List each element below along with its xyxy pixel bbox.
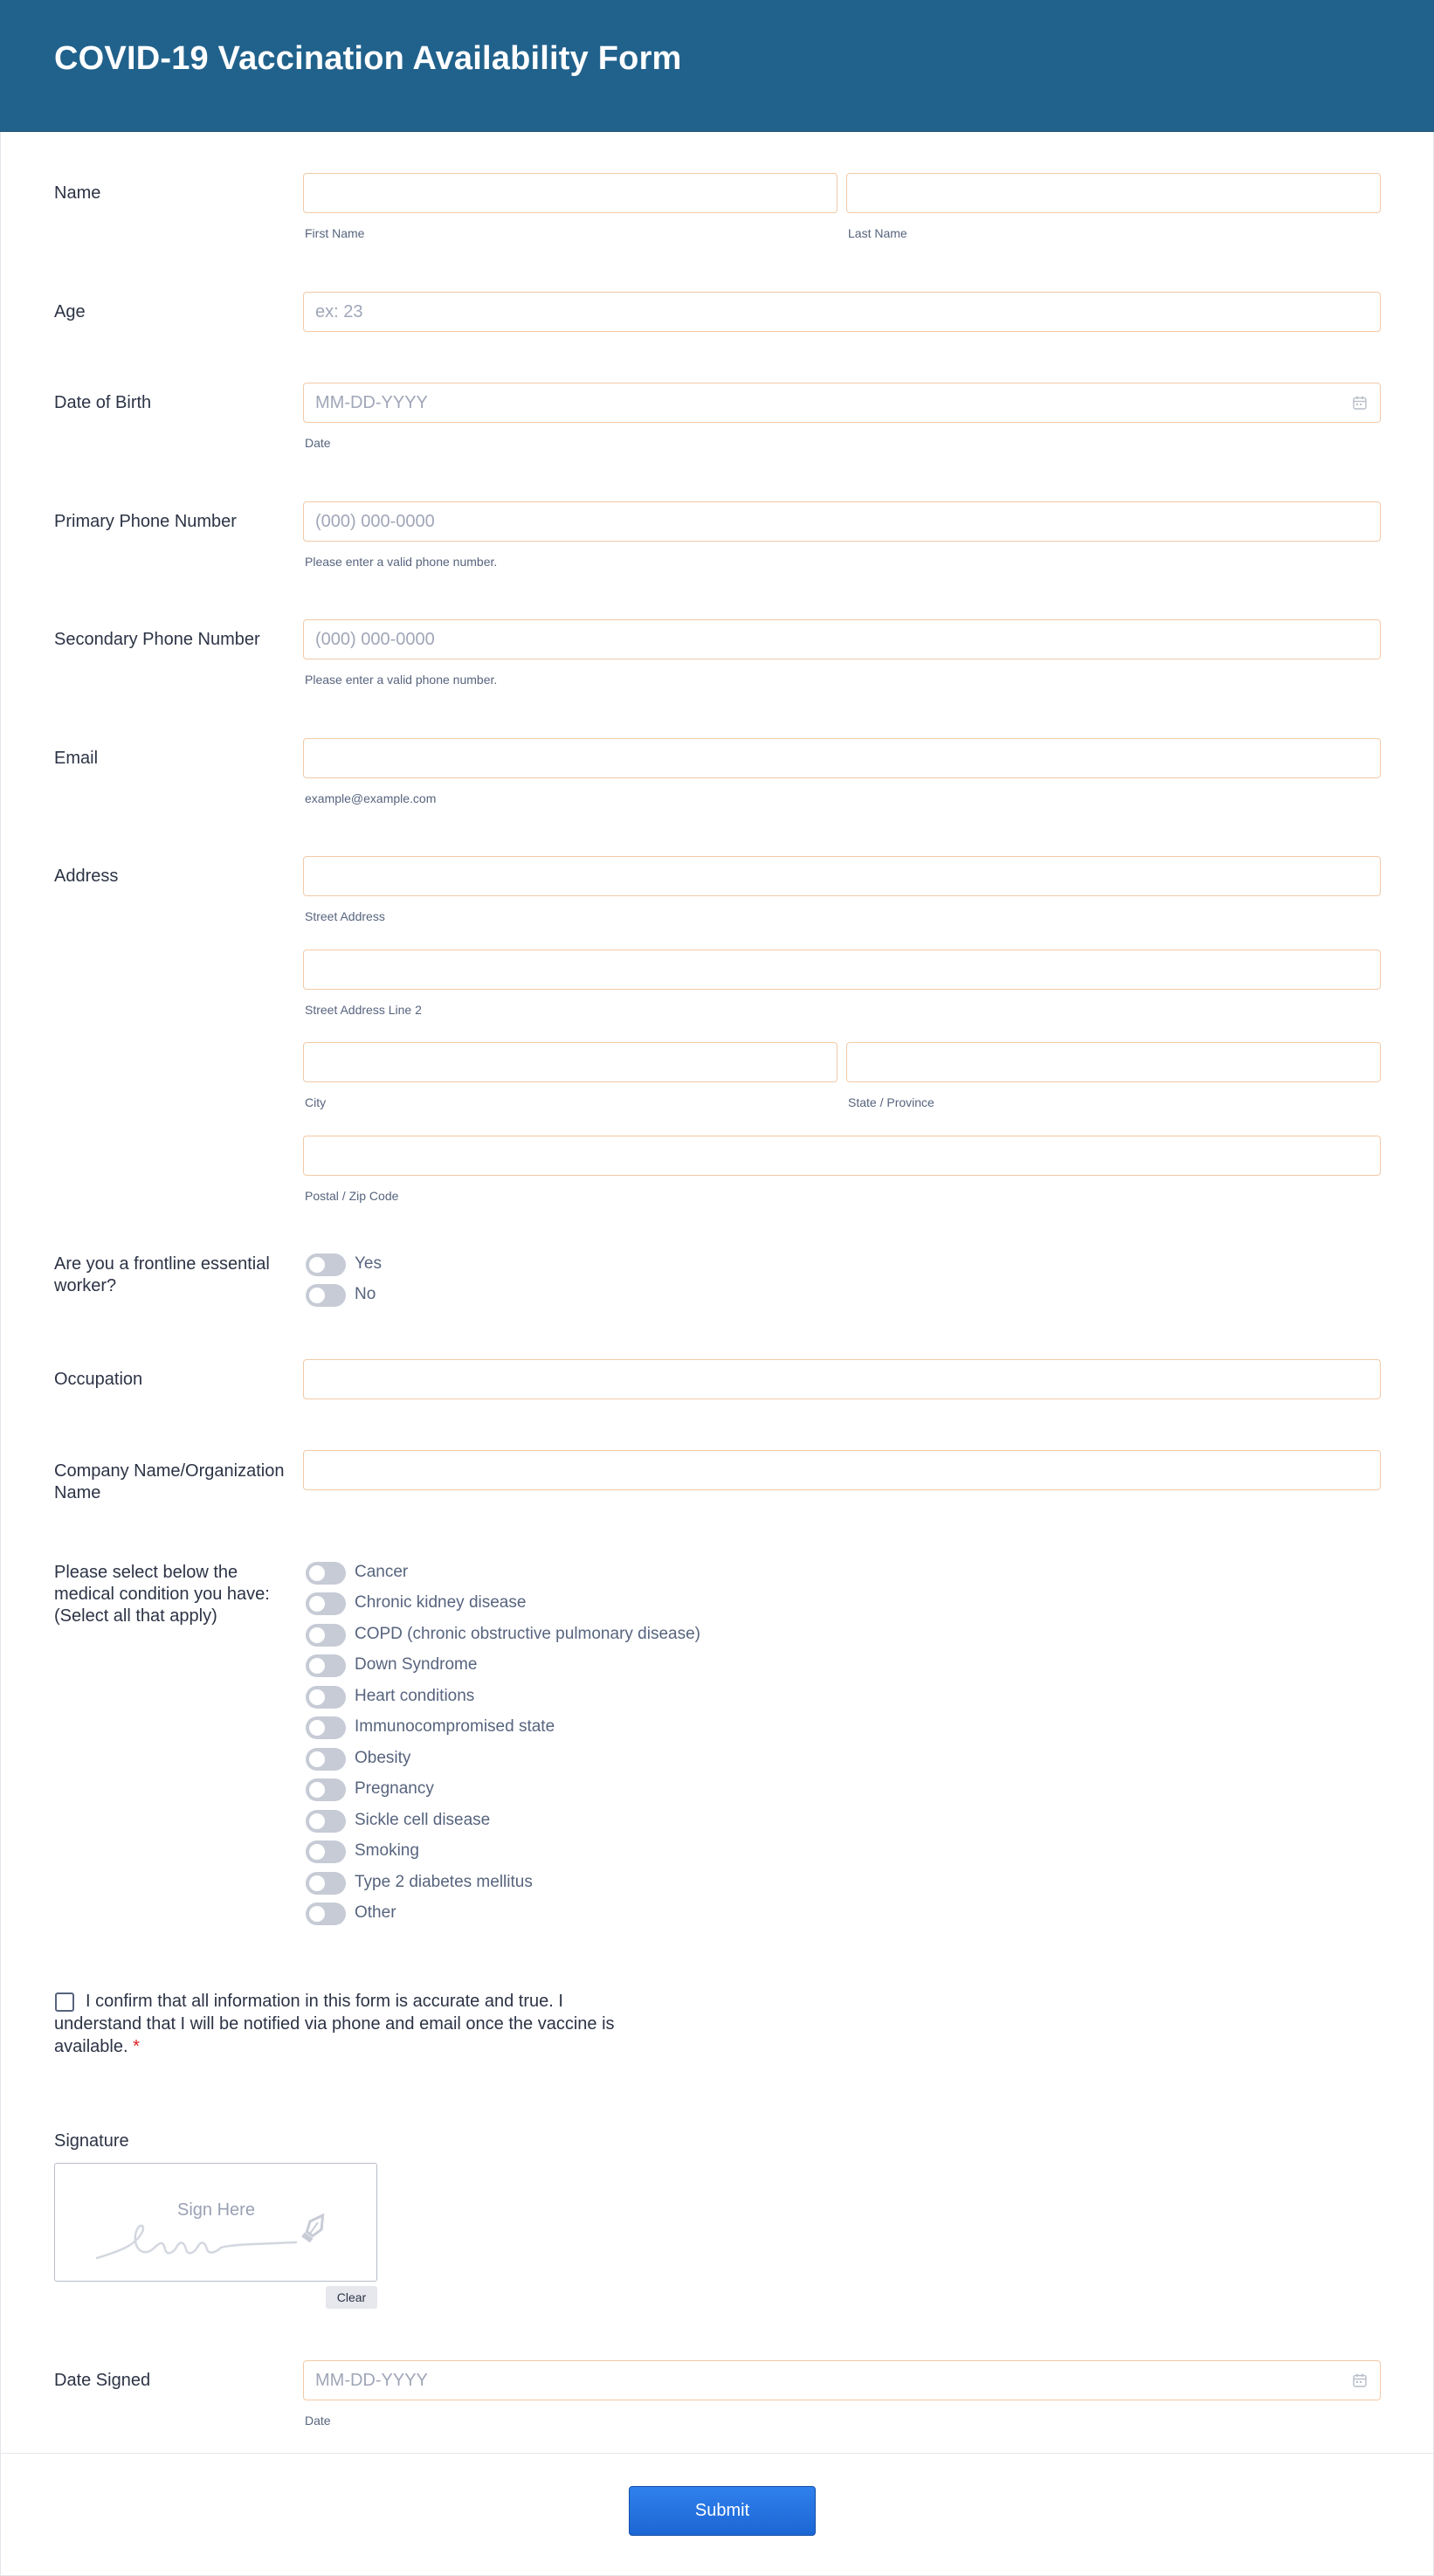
dob-label: Date of Birth <box>54 393 152 412</box>
age-input[interactable] <box>303 292 1381 332</box>
first-name-input[interactable] <box>303 173 838 213</box>
secondary-phone-input[interactable] <box>303 619 1381 660</box>
first-name-sublabel: First Name <box>305 226 365 240</box>
condition-label-copd: COPD (chronic obstructive pulmonary disease) <box>355 1625 700 1643</box>
last-name-sublabel: Last Name <box>848 226 907 240</box>
state-sublabel: State / Province <box>848 1095 934 1109</box>
email-sublabel: example@example.com <box>305 791 437 805</box>
email-label: Email <box>54 749 99 768</box>
signature-hint: Sign Here <box>177 2200 255 2220</box>
calendar-icon[interactable] <box>1352 395 1368 411</box>
frontline-yes-label: Yes <box>355 1254 382 1273</box>
secondary-phone-sublabel: Please enter a valid phone number. <box>305 673 498 687</box>
dob-sublabel: Date <box>305 436 331 450</box>
calendar-icon[interactable] <box>1352 2372 1368 2388</box>
condition-label-sickle-cell: Sickle cell disease <box>355 1811 491 1829</box>
frontline-no-toggle[interactable] <box>306 1284 346 1307</box>
confirm-text <box>54 1990 639 2058</box>
conditions-label: Please select below the medical condition you have: (Select all that apply) <box>54 1563 270 1626</box>
condition-label-obesity: Obesity <box>355 1749 411 1767</box>
frontline-yes-toggle[interactable] <box>306 1253 346 1276</box>
form-title: COVID-19 Vaccination Availability Form <box>54 40 682 77</box>
condition-label-other: Other <box>355 1903 396 1922</box>
city-sublabel: City <box>305 1095 327 1109</box>
condition-label-cancer: Cancer <box>355 1563 409 1581</box>
condition-toggle-kidney[interactable] <box>306 1592 346 1615</box>
condition-toggle-smoking[interactable] <box>306 1840 346 1863</box>
zip-input[interactable] <box>303 1136 1381 1176</box>
street-address-input[interactable] <box>303 856 1381 896</box>
signature-label: Signature <box>54 2131 129 2151</box>
confirm-statement: I confirm that all information in this form is accurate and true. I understand that I will be notified via phone and email once the vaccine is available. <box>54 1992 615 2056</box>
condition-toggle-cancer[interactable] <box>306 1562 346 1585</box>
date-signed-label: Date Signed <box>54 2371 151 2390</box>
company-input[interactable] <box>303 1450 1381 1490</box>
form-header <box>0 0 1434 132</box>
city-input[interactable] <box>303 1042 838 1082</box>
primary-phone-sublabel: Please enter a valid phone number. <box>305 555 498 569</box>
required-mark: * <box>133 2037 140 2056</box>
email-input[interactable] <box>303 738 1381 778</box>
age-label: Age <box>54 302 86 321</box>
frontline-label: Are you a frontline essential worker? <box>54 1254 270 1295</box>
condition-label-heart: Heart conditions <box>355 1687 475 1705</box>
condition-label-smoking: Smoking <box>355 1841 419 1860</box>
name-label: Name <box>54 183 101 203</box>
address-label: Address <box>54 867 119 886</box>
condition-toggle-down-syndrome[interactable] <box>306 1654 346 1677</box>
street-address-sublabel: Street Address <box>305 909 385 923</box>
frontline-no-label: No <box>355 1285 376 1303</box>
condition-label-pregnancy: Pregnancy <box>355 1779 434 1798</box>
condition-toggle-other[interactable] <box>306 1903 346 1925</box>
condition-toggle-immunocompromised[interactable] <box>306 1716 346 1739</box>
primary-phone-label: Primary Phone Number <box>54 512 237 531</box>
condition-toggle-copd[interactable] <box>306 1624 346 1647</box>
company-label: Company Name/Organization Name <box>54 1461 285 1502</box>
condition-label-diabetes: Type 2 diabetes mellitus <box>355 1873 533 1891</box>
condition-toggle-obesity[interactable] <box>306 1748 346 1771</box>
occupation-label: Occupation <box>54 1370 143 1389</box>
dob-input[interactable] <box>303 383 1381 423</box>
primary-phone-input[interactable] <box>303 501 1381 542</box>
state-input[interactable] <box>846 1042 1381 1082</box>
submit-button[interactable]: Submit <box>629 2486 816 2536</box>
condition-toggle-sickle-cell[interactable] <box>306 1810 346 1833</box>
condition-toggle-heart[interactable] <box>306 1686 346 1709</box>
occupation-input[interactable] <box>303 1359 1381 1399</box>
date-signed-input[interactable] <box>303 2360 1381 2400</box>
condition-toggle-pregnancy[interactable] <box>306 1778 346 1801</box>
secondary-phone-label: Secondary Phone Number <box>54 630 260 649</box>
signature-scribble-icon <box>93 2206 355 2267</box>
zip-sublabel: Postal / Zip Code <box>305 1189 399 1203</box>
clear-signature-button[interactable]: Clear <box>326 2286 377 2309</box>
street-address-line2-input[interactable] <box>303 950 1381 990</box>
condition-label-kidney: Chronic kidney disease <box>355 1593 527 1612</box>
last-name-input[interactable] <box>846 173 1381 213</box>
condition-label-down-syndrome: Down Syndrome <box>355 1655 478 1674</box>
signature-pad[interactable] <box>54 2163 377 2282</box>
condition-label-immunocompromised: Immunocompromised state <box>355 1717 555 1736</box>
condition-toggle-diabetes[interactable] <box>306 1872 346 1895</box>
footer-divider <box>0 2453 1434 2454</box>
date-signed-sublabel: Date <box>305 2414 331 2428</box>
street-address-line2-sublabel: Street Address Line 2 <box>305 1003 422 1017</box>
